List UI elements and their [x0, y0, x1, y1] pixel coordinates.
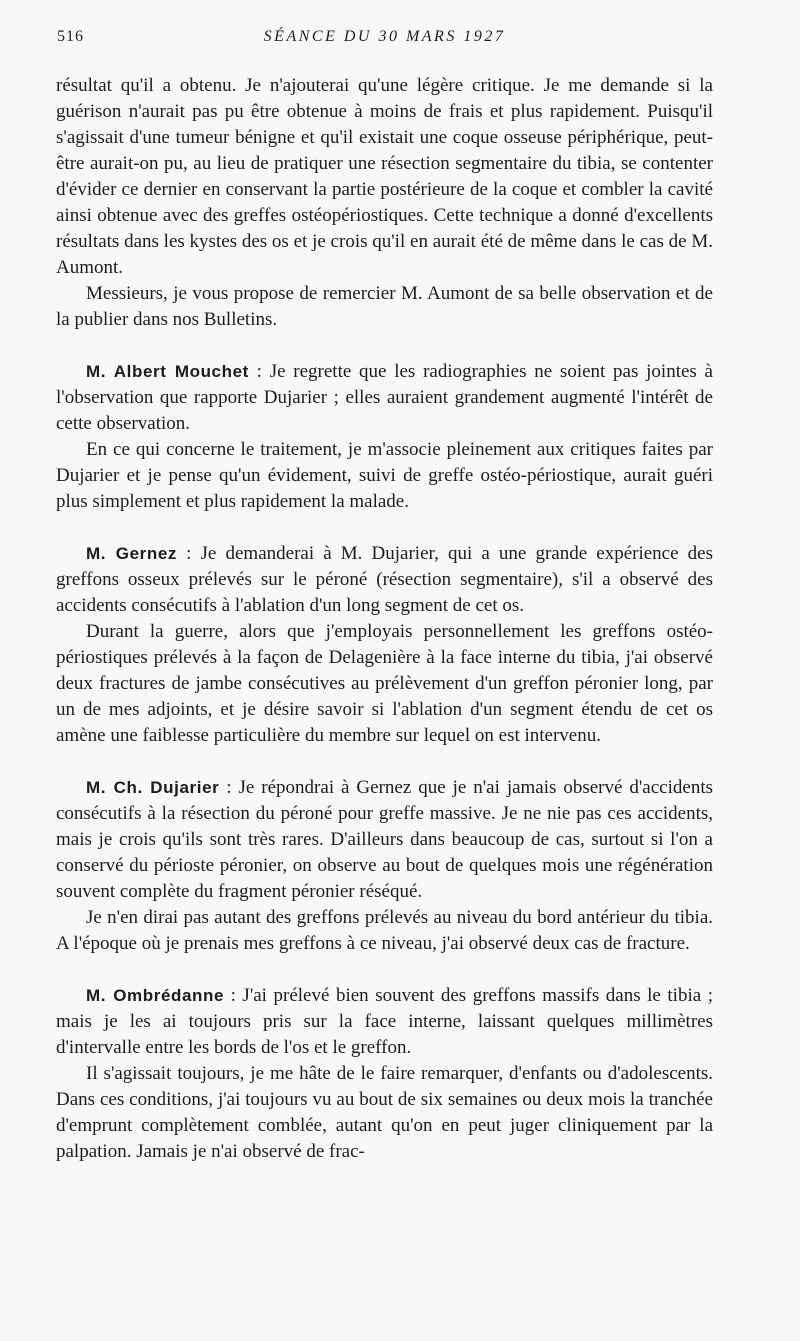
speaker-name: M. Gernez — [86, 544, 178, 563]
body-text — [56, 73, 713, 1165]
paragraph-mouchet — [56, 359, 713, 437]
paragraph-proposal: Messieurs, je vous propose de remercier M. Aumont de sa belle observation et de la publier dans nos Bulletins. — [56, 283, 713, 330]
paragraph-gernez — [56, 541, 713, 619]
paragraph-tibia: Je n'en dirai pas autant des greffons prélevés au niveau du bord antérieur du tibia. A l'époque où je prenais mes greffons à ce niveau, j'ai observé deux cas de fracture. — [56, 907, 713, 954]
paragraph-treatment: En ce qui concerne le traitement, je m'associe pleinement aux critiques faites par Dujarier et je pense qu'un évidement, suivi de greffe ostéo-périostique, aurait guéri plus simplement et plus rapidement la malade. — [56, 439, 713, 512]
speech-text: : J'ai prélevé bien souvent des greffons massifs dans le tibia ; mais je les ai toujours pris sur la face interne, laissant quelques millimètres d'intervalle entre les bords de l'os et le greffon. — [56, 985, 713, 1058]
paragraph-continuation: résultat qu'il a obtenu. Je n'ajouterai qu'une légère critique. Je me demande si la guérison n'aurait pas pu être obtenue à moins de frais et plus rapidement. Puisqu'il s'agissait d'une tumeur bénigne et qu'il existait une coque osseuse périphérique, peut-être aurait-on pu, au lieu de pratiquer une résection segmentaire du tibia, se contenter d'évider ce dernier en conservant la partie postérieure de la coque et combler la cavité ainsi obtenue avec des greffes ostéopériostiques. Cette technique a donné d'excellents résultats dans les kystes des os et je crois qu'il en aurait été de même dans le cas de M. Aumont. — [56, 75, 713, 278]
speaker-name: M. Ombrédanne — [86, 986, 225, 1005]
running-title: SÉANCE DU 30 MARS 1927 — [263, 28, 506, 45]
speaker-name: M. Albert Mouchet — [86, 362, 249, 381]
paragraph-ombredanne — [56, 983, 713, 1061]
page-number: 516 — [57, 28, 84, 45]
paragraph-dujarier — [56, 775, 713, 905]
speech-text: : Je demanderai à M. Dujarier, qui a une grande expérience des greffons osseux prélevés sur le péroné (résection segmentaire), s'il a observé des accidents consécutifs à l'ablation d'un long segment de cet os. — [56, 543, 713, 616]
speech-text: : Je regrette que les radiographies ne soient pas jointes à l'observation que rapporte Dujarier ; elles auraient grandement augmenté l'intérêt de cette observation. — [56, 361, 713, 434]
speaker-name: M. Ch. Dujarier — [86, 778, 220, 797]
paragraph-war: Durant la guerre, alors que j'employais personnellement les greffons ostéo-périostiques prélevés à la façon de Delagenière à la face interne du tibia, j'ai observé deux fractures de jambe consécutives au prélèvement d'un greffon péronier long, par un de mes adjoints, et je désire savoir si l'ablation d'un segment étendu de cet os amène une faiblesse particulière du membre sur lequel on est intervenu. — [56, 621, 713, 746]
paragraph-children: Il s'agissait toujours, je me hâte de le faire remarquer, d'enfants ou d'adolescents. Dans ces conditions, j'ai toujours vu au bout de six semaines ou deux mois la tranchée d'emprunt complètement comblée, autant qu'on en peut juger cliniquement par la palpation. Jamais je n'ai observé de frac- — [56, 1063, 713, 1162]
speech-text: : Je répondrai à Gernez que je n'ai jamais observé d'accidents consécutifs à la résection du péroné pour greffe massive. Je ne nie pas ces accidents, mais je crois qu'ils sont très rares. D'ailleurs dans beaucoup de cas, surtout si l'on a conservé du périoste péronier, on observe au bout de quelques mois une régénération souvent complète du fragment péronier réséqué. — [56, 777, 713, 902]
running-header — [57, 28, 712, 52]
